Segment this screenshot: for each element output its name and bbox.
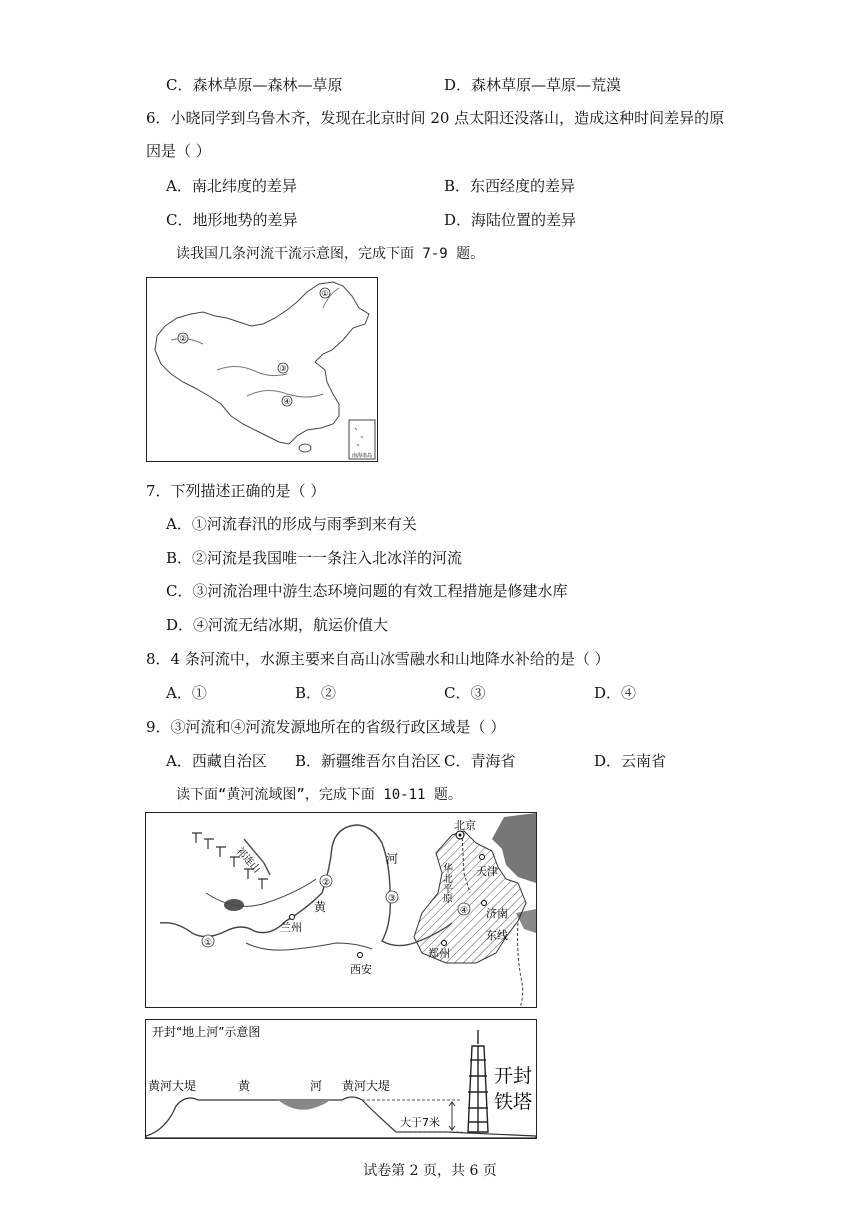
q8-option-a: A．①: [166, 684, 207, 702]
q7-option-a: A．①河流春汛的形成与雨季到来有关: [166, 515, 417, 533]
q8-option-b: B．②: [295, 684, 337, 702]
q9-option-d: D．云南省: [594, 752, 667, 770]
map2-marker-2: ②: [321, 878, 331, 888]
q7-stem: 7．下列描述正确的是（ ）: [146, 482, 326, 500]
map1-label-4: ④: [283, 397, 291, 406]
diagram-title: 开封“地上河”示意图: [152, 1025, 261, 1039]
river-label-he: 河: [386, 852, 399, 866]
yellow-river-basin-svg: [146, 813, 536, 1007]
china-rivers-map: [146, 277, 378, 462]
city-xian: 西安: [350, 963, 372, 976]
q7-option-c: C．③河流治理中游生态环境问题的有效工程措施是修建水库: [166, 582, 568, 600]
river-huang-label: 黄: [238, 1079, 251, 1093]
page-footer: 试卷第 2 页，共 6 页: [363, 1163, 497, 1179]
north-china-plain-label: 华北平原: [440, 863, 452, 903]
map2-marker-3: ③: [387, 894, 397, 904]
suspended-river-svg: [146, 1020, 536, 1138]
q7-option-b: B．②河流是我国唯一一条注入北冰洋的河流: [166, 549, 463, 567]
q6-option-a: A．南北纬度的差异: [166, 177, 297, 195]
china-outline-svg: [147, 278, 377, 461]
yellow-river-basin-map: [145, 812, 537, 1008]
dike-right-label: 黄河大堤: [342, 1079, 391, 1093]
kaifeng-iron-tower-icon: [468, 1030, 488, 1132]
q6-stem-line2: 因是（ ）: [146, 142, 211, 160]
map2-marker-4: ④: [459, 906, 469, 916]
city-jinan: 济南: [486, 907, 508, 920]
q6-option-c: C．地形地势的差异: [166, 211, 298, 229]
city-beijing: 北京: [454, 819, 476, 832]
q8-stem: 8．4 条河流中，水源主要来自高山冰雪融水和山地降水补给的是（ ）: [146, 650, 610, 668]
east-line-label: 东线: [486, 929, 508, 942]
q8-option-d: D．④: [594, 684, 637, 702]
q9-option-c: C．青海省: [444, 752, 516, 770]
map1-label-2: ②: [179, 334, 187, 343]
q9-option-b: B．新疆维吾尔自治区: [295, 752, 442, 770]
q8-option-c: C．③: [444, 684, 486, 702]
dike-left-label: 黄河大堤: [148, 1079, 197, 1093]
q7-option-d: D．④河流无结冰期，航运价值大: [166, 616, 389, 634]
map1-label-3: ③: [279, 364, 287, 373]
city-tianjin: 天津: [476, 865, 498, 878]
map1-label-1: ①: [321, 289, 329, 298]
q6-option-d: D．海陆位置的差异: [444, 211, 577, 229]
qilian-mountains-label: 祁连山: [233, 845, 263, 876]
q9-stem: 9．③河流和④河流发源地所在的省级行政区域是（ ）: [146, 718, 506, 736]
q5-option-c: C．森林草原—森林—草原: [166, 76, 343, 94]
height-note: 大于7米: [400, 1116, 440, 1129]
inset-south-china-sea-label: 南海诸岛: [351, 453, 373, 459]
q5-option-d: D．森林草原—草原—荒漠: [444, 76, 622, 94]
intro-7-9: 读我国几条河流干流示意图，完成下面 7-9 题。: [176, 246, 485, 262]
tower-label-line1: 开封: [494, 1065, 533, 1087]
river-label-huang: 黄: [314, 900, 327, 914]
city-zhengzhou: 郑州: [428, 947, 450, 960]
q6-option-b: B．东西经度的差异: [444, 177, 576, 195]
river-he-label: 河: [310, 1079, 323, 1093]
city-lanzhou: 兰州: [280, 921, 302, 934]
map2-marker-1: ①: [203, 938, 213, 948]
tower-label-line2: 铁塔: [494, 1091, 533, 1113]
kaifeng-suspended-river-diagram: [145, 1019, 537, 1139]
q9-option-a: A．西藏自治区: [166, 752, 267, 770]
intro-10-11: 读下面“黄河流域图”，完成下面 10-11 题。: [176, 787, 462, 803]
q6-stem-line1: 6．小晓同学到乌鲁木齐，发现在北京时间 20 点太阳还没落山，造成这种时间差异的原: [146, 109, 725, 127]
